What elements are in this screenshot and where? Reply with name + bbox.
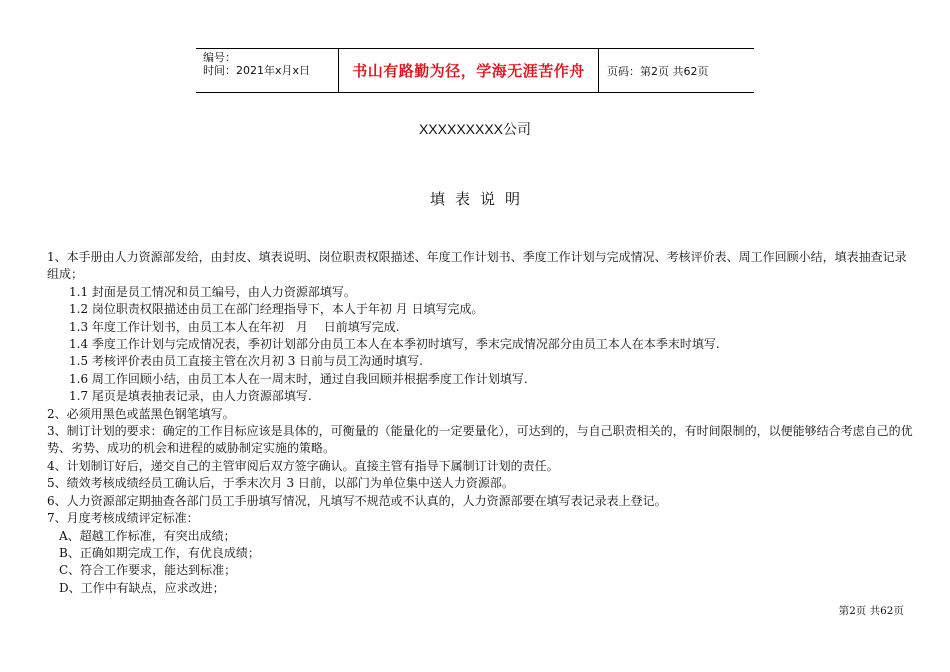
instruction-item: 4、计划制订好后，递交自己的主管审阅后双方签字确认。直接主管有指导下属制订计划的责任。 [47, 458, 559, 473]
instruction-item: 1.5 考核评价表由员工直接主管在次月初 3 日前与员工沟通时填写. [69, 354, 423, 369]
instruction-item: 5、绩效考核成绩经员工确认后，于季末次月 3 日前，以部门为单位集中送人力资源部。 [47, 476, 514, 491]
instruction-item: 1.6 周工作回顾小结，由员工本人在一周末时，通过自我回顾并根据季度工作计划填写. [69, 371, 528, 386]
document-title: 填表说明 [429, 190, 530, 208]
instruction-item: 2、必须用黑色或蓝黑色钢笔填写。 [47, 406, 235, 421]
instruction-item: A、超越工作标准，有突出成绩； [59, 528, 236, 543]
instruction-item: 1.4 季度工作计划与完成情况表，季初计划部分由员工本人在本季初时填写，季末完成情况部分由员工本人在本季末时填写. [69, 337, 720, 352]
date-label: 时间：2021年x月x日 [203, 64, 311, 77]
instruction-item: 1.7 尾页是填表抽表记录，由人力资源部填写. [69, 389, 312, 404]
header-table [196, 48, 754, 93]
company-name: XXXXXXXXX公司 [418, 121, 532, 137]
instruction-item: 1.2 岗位职责权限描述由员工在部门经理指导下，本人于年初 月 日填写完成。 [69, 302, 484, 317]
header-page-info: 页码：第2页 共62页 [607, 64, 709, 78]
instruction-item: B、正确如期完成工作，有优良成绩； [59, 545, 260, 560]
instruction-item: 3、制订计划的要求：确定的工作目标应该是具体的，可衡量的（能量化的一定要量化），可达到的，与自己职责相关的，有时间限制的，以便能够结合考虑自己的优势、劣势、成功的机会和进程的威胁制定实施的策略。 [47, 424, 913, 456]
instruction-item: 1.1 封面是员工情况和员工编号，由人力资源部填写。 [69, 284, 356, 299]
instruction-item: 6、人力资源部定期抽查各部门员工手册填写情况，凡填写不规范或不认真的，人力资源部要在填写表记录表上登记。 [47, 493, 667, 508]
instruction-item: 1、本手册由人力资源部发给，由封皮、填表说明、岗位职责权限描述、年度工作计划书、季度工作计划与完成情况、考核评价表、周工作回顾小结，填表抽查记录组成； [47, 250, 907, 282]
page-footer: 第2页 共62页 [838, 605, 904, 617]
header-meta-cell [196, 49, 339, 92]
number-label: 编号： [203, 51, 236, 64]
instruction-item: 7、月度考核成绩评定标准： [47, 511, 199, 526]
motto: 书山有路勤为径，学海无涯苦作舟 [339, 49, 599, 92]
instruction-item: 1.3 年度工作计划书，由员工本人在年初 月 日前填写完成. [69, 319, 400, 334]
instruction-item: C、符合工作要求，能达到标准； [59, 563, 237, 578]
instructions-body [47, 249, 917, 597]
instruction-item: D、工作中有缺点，应求改进； [59, 580, 225, 595]
